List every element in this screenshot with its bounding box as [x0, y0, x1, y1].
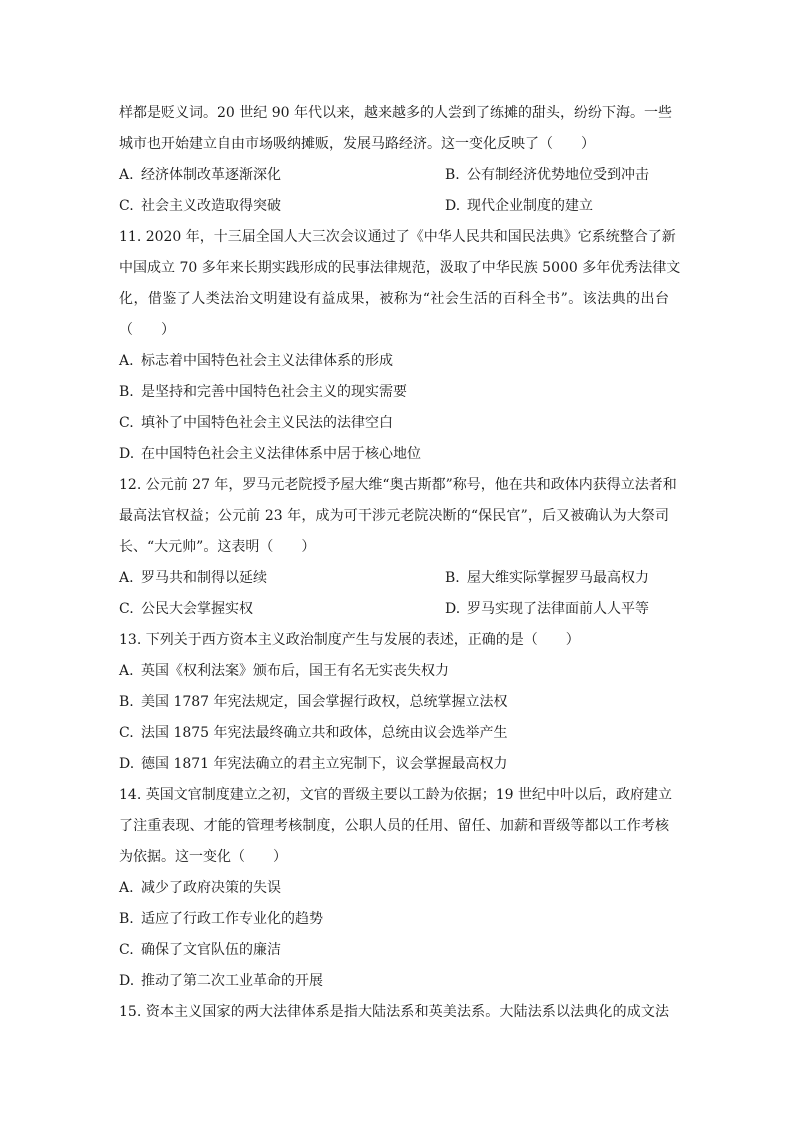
- q14-option-c: [119, 935, 669, 966]
- q14-stem-line: 14. 英国文官制度建立之初，文官的晋级主要以工龄为依据；19 世纪中叶以后，政府建立: [119, 787, 672, 803]
- q11-stem-line: 化，借鉴了人类法治文明建设有益成果，被称为“社会生活的百科全书”。该法典的出台: [119, 291, 669, 307]
- page-content: [119, 98, 681, 1028]
- q10-stem-line: 城市也开始建立自由市场吸纳摊贩，发展马路经济。这一变化反映了（ ）: [119, 136, 595, 152]
- q11-option-d: [119, 439, 669, 470]
- q14-stem-line: 了注重表现、才能的管理考核制度，公职人员的任用、留任、加薪和晋级等都以工作考核: [119, 818, 669, 834]
- q10-stem-line: 样都是贬义词。20 世纪 90 年代以来，越来越多的人尝到了练摊的甜头，纷纷下海。一些: [119, 105, 672, 121]
- option-letter: C.: [119, 725, 134, 741]
- option-letter: C.: [119, 601, 134, 617]
- q10-option-c: [119, 191, 445, 222]
- q14-option-a: [119, 873, 669, 904]
- q11-option-b: [119, 377, 669, 408]
- q12-option-a: [119, 563, 445, 594]
- option-letter: A.: [119, 880, 134, 896]
- option-letter: B.: [119, 694, 134, 710]
- q12-stem-line: 长、“大元帅”。这表明（ ）: [119, 539, 316, 555]
- option-letter: A.: [119, 663, 134, 679]
- option-letter: C.: [119, 942, 134, 958]
- option-text: 公民大会掌握实权: [141, 601, 253, 617]
- q12-option-d: [445, 594, 669, 625]
- q12-options-row: [119, 594, 669, 625]
- q13-option-c: [119, 718, 669, 749]
- option-text: 是坚持和完善中国特色社会主义的现实需要: [141, 384, 407, 400]
- q12-stem-line: 最高法官权益；公元前 23 年，成为可干涉元老院决断的“保民官”，后又被确认为大祭司: [119, 508, 669, 524]
- option-letter: D.: [119, 756, 135, 772]
- q13-stem-line: 13. 下列关于西方资本主义政治制度产生与发展的表述，正确的是（ ）: [119, 632, 580, 648]
- question-11: [119, 222, 681, 470]
- option-letter: C.: [119, 415, 134, 431]
- q10-option-b: [445, 160, 669, 191]
- option-text: 美国 1787 年宪法规定，国会掌握行政权，总统掌握立法权: [141, 694, 508, 710]
- option-text: 填补了中国特色社会主义民法的法律空白: [141, 415, 393, 431]
- option-letter: B.: [445, 570, 460, 586]
- option-text: 英国《权利法案》颁布后，国王有名无实丧失权力: [141, 663, 449, 679]
- option-text: 标志着中国特色社会主义法律体系的形成: [141, 353, 393, 369]
- option-text: 社会主义改造取得突破: [141, 198, 281, 214]
- option-text: 推动了第二次工业革命的开展: [141, 973, 323, 989]
- option-letter: B.: [445, 167, 460, 183]
- option-text: 现代企业制度的建立: [467, 198, 593, 214]
- q14-option-d: [119, 966, 669, 997]
- option-letter: A.: [119, 353, 134, 369]
- option-letter: C.: [119, 198, 134, 214]
- q14-stem-line: 为依据。这一变化（ ）: [119, 849, 287, 865]
- option-letter: B.: [119, 384, 134, 400]
- q10-option-a: [119, 160, 445, 191]
- option-text: 德国 1871 年宪法确立的君主立宪制下，议会掌握最高权力: [141, 756, 508, 772]
- q13-option-d: [119, 749, 669, 780]
- option-text: 确保了文官队伍的廉洁: [141, 942, 281, 958]
- option-text: 在中国特色社会主义法律体系中居于核心地位: [141, 446, 421, 462]
- option-text: 法国 1875 年宪法最终确立共和政体，总统由议会选举产生: [141, 725, 508, 741]
- option-text: 公有制经济优势地位受到冲击: [467, 167, 649, 183]
- option-letter: D.: [119, 973, 135, 989]
- option-text: 减少了政府决策的失误: [141, 880, 281, 896]
- option-letter: B.: [119, 911, 134, 927]
- q14-option-b: [119, 904, 669, 935]
- q12-option-c: [119, 594, 445, 625]
- question-13: [119, 625, 669, 780]
- option-letter: D.: [445, 601, 461, 617]
- option-letter: D.: [119, 446, 135, 462]
- option-text: 罗马实现了法律面前人人平等: [467, 601, 649, 617]
- question-12: [119, 470, 677, 625]
- q11-option-c: [119, 408, 669, 439]
- option-text: 屋大维实际掌握罗马最高权力: [467, 570, 649, 586]
- q10-options-row: [119, 160, 669, 191]
- q13-option-a: [119, 656, 669, 687]
- question-14: [119, 780, 672, 997]
- q13-option-b: [119, 687, 669, 718]
- q11-stem-line: （ ）: [119, 322, 175, 338]
- question-10: [119, 98, 672, 222]
- option-text: 适应了行政工作专业化的趋势: [141, 911, 323, 927]
- option-text: 经济体制改革逐渐深化: [141, 167, 281, 183]
- option-letter: D.: [445, 198, 461, 214]
- q12-stem-line: 12. 公元前 27 年，罗马元老院授予屋大维“奥古斯都”称号，他在共和政体内获得立法者和: [119, 477, 677, 493]
- q12-options-row: [119, 563, 669, 594]
- option-text: 罗马共和制得以延续: [141, 570, 267, 586]
- q10-option-d: [445, 191, 669, 222]
- q12-option-b: [445, 563, 669, 594]
- option-letter: A.: [119, 167, 134, 183]
- q15-stem-line: 15. 资本主义国家的两大法律体系是指大陆法系和英美法系。大陆法系以法典化的成文法: [119, 1004, 669, 1020]
- question-15: [119, 997, 669, 1028]
- q10-options-row: [119, 191, 669, 222]
- q11-stem-line: 11. 2020 年，十三届全国人大三次会议通过了《中华人民共和国民法典》它系统整合了新: [119, 229, 676, 245]
- option-letter: A.: [119, 570, 134, 586]
- q11-stem-line: 中国成立 70 多年来长期实践形成的民事法律规范，汲取了中华民族 5000 多年优秀法律文: [119, 260, 681, 276]
- q11-option-a: [119, 346, 669, 377]
